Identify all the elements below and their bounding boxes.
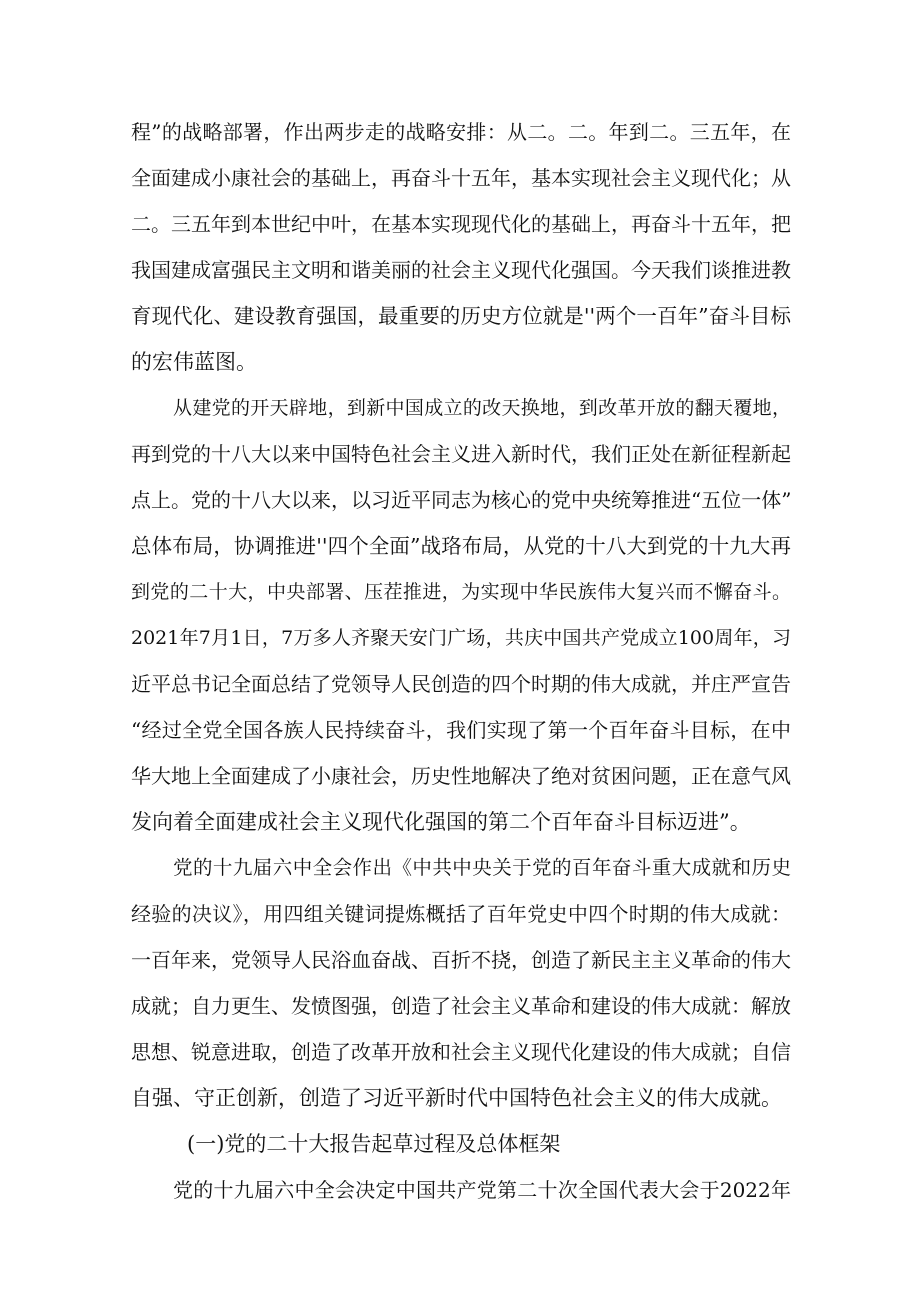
text-line: 到党的二十大，中央部署、压茬推进，为实现中华民族伟大复兴而不懈奋斗。 — [131, 581, 791, 603]
text-line: 2021年7月1日，7万多人齐聚天安门广场，共庆中国共产党成立100周年，习 — [131, 627, 791, 649]
text-line: 近平总书记全面总结了党领导人民创造的四个时期的伟大成就，并庄严宣告 — [131, 672, 791, 696]
text-line: 发向着全面建成社会主义现代化强国的第二个百年奋斗目标迈进”。 — [131, 810, 751, 834]
text-line: 党的十九届六中全会作出《中共中央关于党的百年奋斗重大成就和历史 — [173, 856, 791, 879]
text-line: “经过全党全国各族人民持续奋斗，我们实现了第一个百年奋斗目标，在中 — [131, 718, 791, 742]
text-line: 二。三五年到本世纪中叶，在基本实现现代化的基础上，再奋斗十五年，把 — [131, 212, 791, 236]
text-line: 成就；自力更生、发愤图强，创造了社会主义革命和建设的伟大成就：解放 — [131, 994, 791, 1018]
text-line: 自强、守正创新，创造了习近平新时代中国特色社会主义的伟大成就。 — [131, 1086, 782, 1110]
text-line: 总体布局，协调推进''四个全面”战珞布局，从党的十八大到党的十九大再 — [131, 534, 791, 558]
text-line: 党的十九届六中全会决定中国共产党第二十次全国代表大会于2022年 — [173, 1178, 791, 1202]
text-line: 华大地上全面建成了小康社会，历史性地解决了绝对贫困问题，正在意气风 — [131, 764, 791, 788]
text-line: 从建党的开天辟地，到新中国成立的改天换地，到改革开放的翻天覆地， — [173, 397, 791, 419]
section-heading: (一)党的二十大报告起草过程及总体框架 — [187, 1132, 561, 1156]
text-line: 再到党的十八大以来中国特色社会主义进入新时代，我们正处在新征程新起 — [131, 442, 791, 466]
text-line: 我国建成富强民主文明和谐美丽的社会主义现代化强国。今天我们谈推进教 — [131, 258, 791, 282]
text-line: 的宏伟蓝图。 — [131, 350, 257, 374]
text-line: 全面建成小康社会的基础上，再奋斗十五年，基本实现社会主义现代化；从 — [131, 166, 791, 190]
text-line: 一百年来，党领导人民浴血奋战、百折不挠，创造了新民主主义革命的伟大 — [131, 948, 791, 972]
text-line: 点上。党的十八大以来，以习近平同志为核心的党中央统筹推进“五位一体” — [131, 488, 791, 512]
text-line: 程”的战略部署，作出两步走的战略安排：从二。二。年到二。三五年，在 — [131, 120, 791, 144]
text-line: 育现代化、建设教育强国，最重要的历史方位就是''两个一百年”奋斗目标 — [131, 304, 791, 328]
text-line: 思想、锐意进取，创造了改革开放和社会主义现代化建设的伟大成就；自信 — [131, 1040, 791, 1064]
text-line: 经验的决议》，用四组关键词提炼概括了百年党史中四个时期的伟大成就： — [131, 902, 791, 926]
